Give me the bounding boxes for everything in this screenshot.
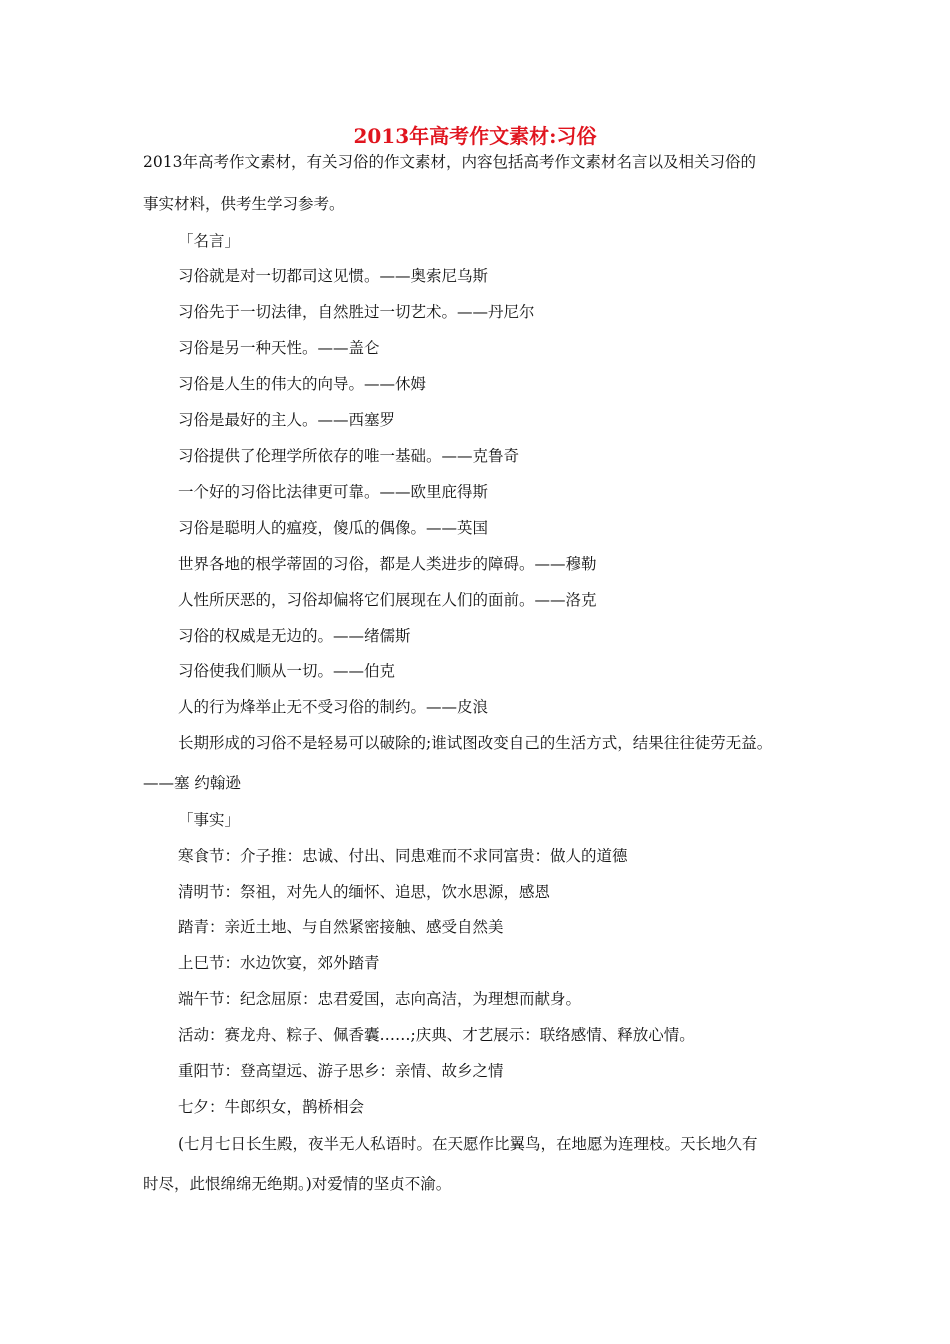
quote-line: 人的行为烽举止无不受习俗的制约。——皮浪 — [178, 698, 489, 716]
intro-line-1: 2013年高考作文素材，有关习俗的作文素材，内容包括高考作文素材名言以及相关习俗的 — [143, 153, 756, 171]
intro-line-2: 事实材料，供考生学习参考。 — [143, 195, 345, 213]
poem-line-2: 时尽，此恨绵绵无绝期。)对爱情的坚贞不渝。 — [143, 1175, 452, 1193]
quote-line: 习俗就是对一切都司这见惯。——奥索尼乌斯 — [178, 267, 489, 285]
quote-line: 习俗是最好的主人。——西塞罗 — [178, 411, 396, 429]
quote-line: 习俗提供了伦理学所依存的唯一基础。——克鲁奇 — [178, 447, 520, 465]
quote-line: 习俗是聪明人的瘟疫，傻瓜的偶像。——英国 — [178, 519, 489, 537]
fact-line: 端午节：纪念屈原：忠君爱国，志向高洁，为理想而献身。 — [178, 990, 582, 1008]
document-title: 2013年高考作文素材:习俗 — [353, 124, 597, 148]
fact-line: 七夕：牛郎织女，鹊桥相会 — [178, 1098, 365, 1116]
poem-line-1: (七月七日长生殿，夜半无人私语时。在天愿作比翼鸟，在地愿为连理枝。天长地久有 — [178, 1135, 758, 1153]
fact-line: 活动：赛龙舟、粽子、佩香囊……;庆典、才艺展示：联络感情、释放心情。 — [178, 1026, 695, 1044]
fact-line: 重阳节：登高望远、游子思乡：亲情、故乡之情 — [178, 1062, 504, 1080]
quote-line: 长期形成的习俗不是轻易可以破除的;谁试图改变自己的生活方式，结果往往徒劳无益。 — [178, 734, 773, 752]
quote-line: 习俗的权威是无边的。——绪儒斯 — [178, 627, 411, 645]
quote-line: 习俗使我们顺从一切。——伯克 — [178, 662, 396, 680]
fact-line: 踏青：亲近土地、与自然紧密接触、感受自然美 — [178, 918, 504, 936]
facts-header: 「事实」 — [178, 811, 241, 829]
quote-line: 习俗是人生的伟大的向导。——休姆 — [178, 375, 427, 393]
quote-line: 人性所厌恶的，习俗却偏将它们展现在人们的面前。——洛克 — [178, 591, 597, 609]
fact-line: 清明节：祭祖，对先人的缅怀、追思，饮水思源，感恩 — [178, 883, 551, 901]
fact-line: 上巳节：水边饮宴，郊外踏青 — [178, 954, 380, 972]
quote-line: 世界各地的根学蒂固的习俗，都是人类进步的障碍。——穆勒 — [178, 555, 597, 573]
quote-line: 习俗先于一切法律，自然胜过一切艺术。——丹尼尔 — [178, 303, 535, 321]
quotes-header: 「名言」 — [178, 232, 241, 250]
quote-line: 一个好的习俗比法律更可靠。——欧里庇得斯 — [178, 483, 489, 501]
quote-line: 习俗是另一种天性。——盖仑 — [178, 339, 380, 357]
quote-author-line: ——塞 约翰逊 — [143, 774, 241, 792]
fact-line: 寒食节：介子推：忠诚、付出、同患难而不求同富贵：做人的道德 — [178, 847, 628, 865]
